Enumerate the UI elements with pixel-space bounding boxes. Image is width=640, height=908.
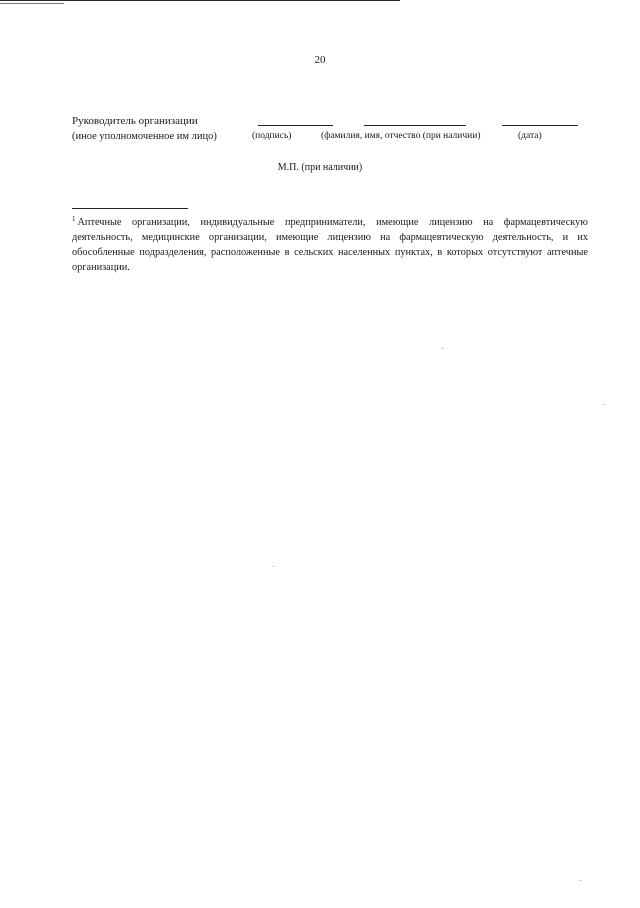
scan-speck xyxy=(442,348,443,349)
name-line xyxy=(364,125,466,126)
signatory-label: Руководитель организации xyxy=(72,115,198,127)
page-number: 20 xyxy=(314,54,326,66)
scan-edge-line-short xyxy=(0,3,64,4)
signature-caption: (подпись) xyxy=(252,131,292,141)
footnote-marker: 1 xyxy=(72,215,76,223)
scan-speck xyxy=(273,566,274,567)
footnote-separator xyxy=(72,208,188,209)
name-caption: (фамилия, имя, отчество (при наличии) xyxy=(321,131,481,141)
footnote-text: Аптечные организации, индивидуальные предприниматели, имеющие лицензию на фармацевтическую деятельность, медицинские организации, имеющие лицензию на фармацевтическую деятельность, и их обособленные подразделения, расположенные в сельских населенных пунктах, в которых отсутствуют аптечные организации. xyxy=(72,217,588,273)
signatory-sublabel: (иное уполномоченное им лицо) xyxy=(72,131,217,142)
date-caption: (дата) xyxy=(518,131,542,141)
footnote xyxy=(72,212,588,275)
stamp-placeholder: М.П. (при наличии) xyxy=(277,162,363,173)
scan-speck xyxy=(580,880,581,881)
scan-speck xyxy=(604,404,605,405)
date-line xyxy=(502,125,578,126)
signature-line xyxy=(258,125,333,126)
scan-edge-line xyxy=(0,0,400,1)
